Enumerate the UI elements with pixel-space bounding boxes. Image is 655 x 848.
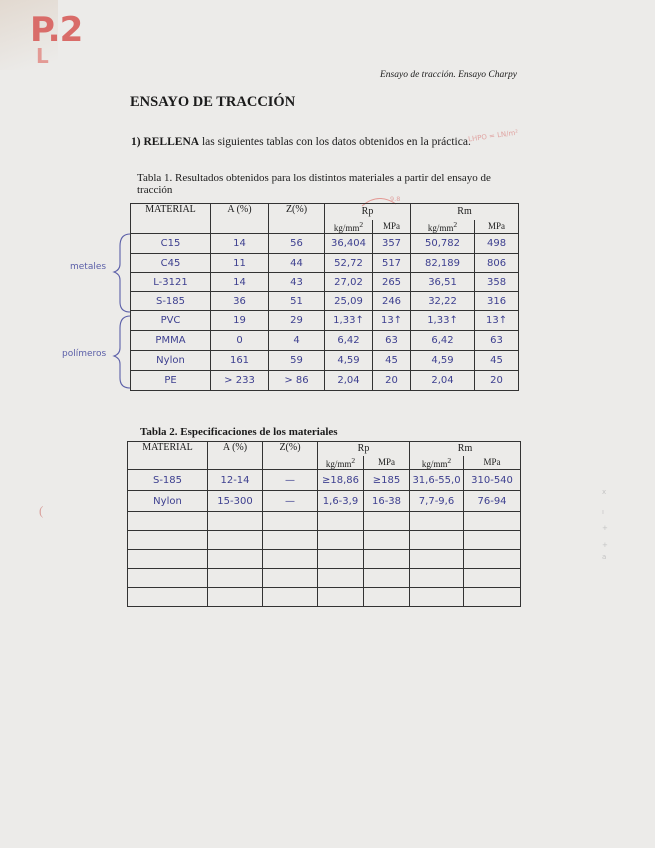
cell: 45 bbox=[373, 351, 411, 371]
unit-rp-kg bbox=[325, 220, 373, 234]
table-row bbox=[131, 234, 519, 254]
cell: 316 bbox=[475, 292, 519, 311]
table-row bbox=[131, 292, 519, 311]
cell bbox=[318, 588, 364, 607]
unit-exponent: 2 bbox=[351, 455, 356, 465]
cell: 161 bbox=[211, 351, 269, 371]
cell bbox=[318, 531, 364, 550]
cell: 63 bbox=[373, 331, 411, 351]
table1-header-row bbox=[131, 204, 519, 220]
cell: 44 bbox=[269, 254, 325, 273]
col-elongation: A (%) bbox=[211, 204, 269, 234]
cell bbox=[318, 512, 364, 531]
running-header: Ensayo de tracción. Ensayo Charpy bbox=[380, 70, 517, 80]
cell bbox=[208, 588, 263, 607]
col-material: MATERIAL bbox=[128, 442, 208, 470]
cell: 6,42 bbox=[411, 331, 475, 351]
cell: 59 bbox=[269, 351, 325, 371]
cell-material bbox=[128, 569, 208, 588]
cell bbox=[318, 569, 364, 588]
unit-exponent: 2 bbox=[453, 219, 458, 229]
cell-material: L-3121 bbox=[131, 273, 211, 292]
col-reduction: Z(%) bbox=[269, 204, 325, 234]
table-row bbox=[128, 588, 521, 607]
table-row bbox=[128, 491, 521, 512]
col-reduction: Z(%) bbox=[263, 442, 318, 470]
table-row bbox=[128, 550, 521, 569]
cell: 0 bbox=[211, 331, 269, 351]
cell: 76-94 bbox=[464, 491, 521, 512]
col-rp: Rp bbox=[318, 442, 410, 456]
cell: 246 bbox=[373, 292, 411, 311]
stamp-mark: P.2 bbox=[30, 10, 83, 50]
cell: ≥18,86 bbox=[318, 470, 364, 491]
col-rm: Rm bbox=[411, 204, 519, 220]
handwritten-margin-note: LHPO = LN/m² bbox=[467, 128, 519, 144]
cell: 358 bbox=[475, 273, 519, 292]
cell bbox=[464, 588, 521, 607]
cell: — bbox=[263, 470, 318, 491]
margin-mark: + bbox=[602, 524, 608, 532]
cell bbox=[208, 531, 263, 550]
table-row bbox=[131, 371, 519, 391]
cell: 265 bbox=[373, 273, 411, 292]
cell-material: PE bbox=[131, 371, 211, 391]
cell bbox=[364, 531, 410, 550]
table-row bbox=[131, 331, 519, 351]
cell: 29 bbox=[269, 311, 325, 331]
cell: 4,59 bbox=[411, 351, 475, 371]
cell-material: Nylon bbox=[128, 491, 208, 512]
cell-material bbox=[128, 512, 208, 531]
cell-material: PVC bbox=[131, 311, 211, 331]
cell: 27,02 bbox=[325, 273, 373, 292]
cell-material: C45 bbox=[131, 254, 211, 273]
cell: 51 bbox=[269, 292, 325, 311]
table-row bbox=[131, 351, 519, 371]
cell bbox=[364, 550, 410, 569]
col-elongation: A (%) bbox=[208, 442, 263, 470]
cell: — bbox=[263, 491, 318, 512]
cell-material bbox=[128, 588, 208, 607]
cell bbox=[263, 588, 318, 607]
results-table bbox=[130, 203, 519, 391]
cell: 56 bbox=[269, 234, 325, 254]
cell: ≥185 bbox=[364, 470, 410, 491]
cell: 25,09 bbox=[325, 292, 373, 311]
cell: 14 bbox=[211, 234, 269, 254]
unit-rp-kg bbox=[318, 456, 364, 470]
cell: 2,04 bbox=[325, 371, 373, 391]
cell: 6,42 bbox=[325, 331, 373, 351]
instruction-text bbox=[131, 136, 471, 148]
cell: 36,51 bbox=[411, 273, 475, 292]
cell: 20 bbox=[475, 371, 519, 391]
cell: > 233 bbox=[211, 371, 269, 391]
cell bbox=[410, 531, 464, 550]
cell bbox=[464, 512, 521, 531]
unit-exponent: 2 bbox=[359, 219, 364, 229]
cell bbox=[263, 550, 318, 569]
cell: 517 bbox=[373, 254, 411, 273]
cell bbox=[364, 512, 410, 531]
col-rm: Rm bbox=[410, 442, 521, 456]
margin-mark: ı bbox=[602, 508, 604, 516]
cell: 15-300 bbox=[208, 491, 263, 512]
unit-rp-mpa: MPa bbox=[364, 456, 410, 470]
cell bbox=[410, 569, 464, 588]
cell: 1,33↑ bbox=[411, 311, 475, 331]
cell bbox=[208, 569, 263, 588]
table-row bbox=[128, 569, 521, 588]
unit-text: kg/mm bbox=[421, 458, 448, 469]
cell bbox=[364, 588, 410, 607]
instruction-rest: las siguientes tablas con los datos obtenidos en la práctica. bbox=[199, 136, 471, 148]
cell-material: PMMA bbox=[131, 331, 211, 351]
margin-mark: + bbox=[602, 541, 608, 549]
table-row bbox=[128, 512, 521, 531]
cell bbox=[464, 569, 521, 588]
cell-material bbox=[128, 550, 208, 569]
instruction-bold: 1) RELLENA bbox=[131, 136, 200, 148]
cell: 20 bbox=[373, 371, 411, 391]
margin-mark: x bbox=[602, 488, 607, 496]
cell-material: Nylon bbox=[131, 351, 211, 371]
cell bbox=[410, 588, 464, 607]
cell bbox=[464, 531, 521, 550]
left-margin-mark: ( bbox=[39, 503, 44, 518]
unit-rm-kg bbox=[411, 220, 475, 234]
table2-caption: Tabla 2. Especificaciones de los materiales bbox=[140, 426, 338, 438]
cell-material: S-185 bbox=[131, 292, 211, 311]
group-label-metals: metales bbox=[70, 262, 107, 272]
cell: 52,72 bbox=[325, 254, 373, 273]
cell: 36 bbox=[211, 292, 269, 311]
cell: 2,04 bbox=[411, 371, 475, 391]
cell bbox=[208, 512, 263, 531]
cell: 357 bbox=[373, 234, 411, 254]
cell bbox=[263, 531, 318, 550]
table-row bbox=[131, 254, 519, 273]
col-rp: Rp bbox=[325, 204, 411, 220]
cell: 11 bbox=[211, 254, 269, 273]
cell: 32,22 bbox=[411, 292, 475, 311]
col-material: MATERIAL bbox=[131, 204, 211, 234]
rp-annotation-note: 9.8 bbox=[390, 195, 401, 203]
table-row bbox=[128, 531, 521, 550]
cell-material: C15 bbox=[131, 234, 211, 254]
unit-text: kg/mm bbox=[325, 458, 352, 469]
cell: 13↑ bbox=[475, 311, 519, 331]
cell: 12-14 bbox=[208, 470, 263, 491]
cell: 310-540 bbox=[464, 470, 521, 491]
margin-mark: a bbox=[602, 553, 607, 561]
table-row bbox=[131, 311, 519, 331]
cell bbox=[263, 569, 318, 588]
stamp-mark-2: L bbox=[36, 44, 49, 68]
cell-material: S-185 bbox=[128, 470, 208, 491]
cell: 50,782 bbox=[411, 234, 475, 254]
cell: 13↑ bbox=[373, 311, 411, 331]
cell bbox=[263, 512, 318, 531]
group-label-polymers: polímeros bbox=[62, 349, 107, 359]
cell: 36,404 bbox=[325, 234, 373, 254]
cell: 43 bbox=[269, 273, 325, 292]
cell: 19 bbox=[211, 311, 269, 331]
unit-text: kg/mm bbox=[333, 222, 360, 233]
cell: 1,33↑ bbox=[325, 311, 373, 331]
cell: 498 bbox=[475, 234, 519, 254]
table2-header-row bbox=[128, 442, 521, 456]
table-row bbox=[131, 273, 519, 292]
unit-rm-kg bbox=[410, 456, 464, 470]
group-brackets bbox=[112, 232, 132, 392]
cell: 45 bbox=[475, 351, 519, 371]
cell bbox=[318, 550, 364, 569]
cell: 82,189 bbox=[411, 254, 475, 273]
unit-text: kg/mm bbox=[427, 222, 454, 233]
cell: 16-38 bbox=[364, 491, 410, 512]
unit-rm-mpa: MPa bbox=[475, 220, 519, 234]
cell: 63 bbox=[475, 331, 519, 351]
cell: 4,59 bbox=[325, 351, 373, 371]
unit-rm-mpa: MPa bbox=[464, 456, 521, 470]
cell bbox=[464, 550, 521, 569]
cell bbox=[208, 550, 263, 569]
cell: 7,7-9,6 bbox=[410, 491, 464, 512]
cell-material bbox=[128, 531, 208, 550]
cell bbox=[410, 550, 464, 569]
table1-caption: Tabla 1. Resultados obtenidos para los distintos materiales a partir del ensayo de tracción bbox=[137, 172, 491, 196]
specifications-table bbox=[127, 441, 521, 607]
cell: 806 bbox=[475, 254, 519, 273]
cell: > 86 bbox=[269, 371, 325, 391]
cell bbox=[410, 512, 464, 531]
cell bbox=[364, 569, 410, 588]
cell: 14 bbox=[211, 273, 269, 292]
unit-rp-mpa: MPa bbox=[373, 220, 411, 234]
cell: 1,6-3,9 bbox=[318, 491, 364, 512]
cell: 4 bbox=[269, 331, 325, 351]
unit-exponent: 2 bbox=[447, 455, 452, 465]
cell: 31,6-55,0 bbox=[410, 470, 464, 491]
section-title: ENSAYO DE TRACCIÓN bbox=[130, 94, 296, 110]
table-row bbox=[128, 470, 521, 491]
